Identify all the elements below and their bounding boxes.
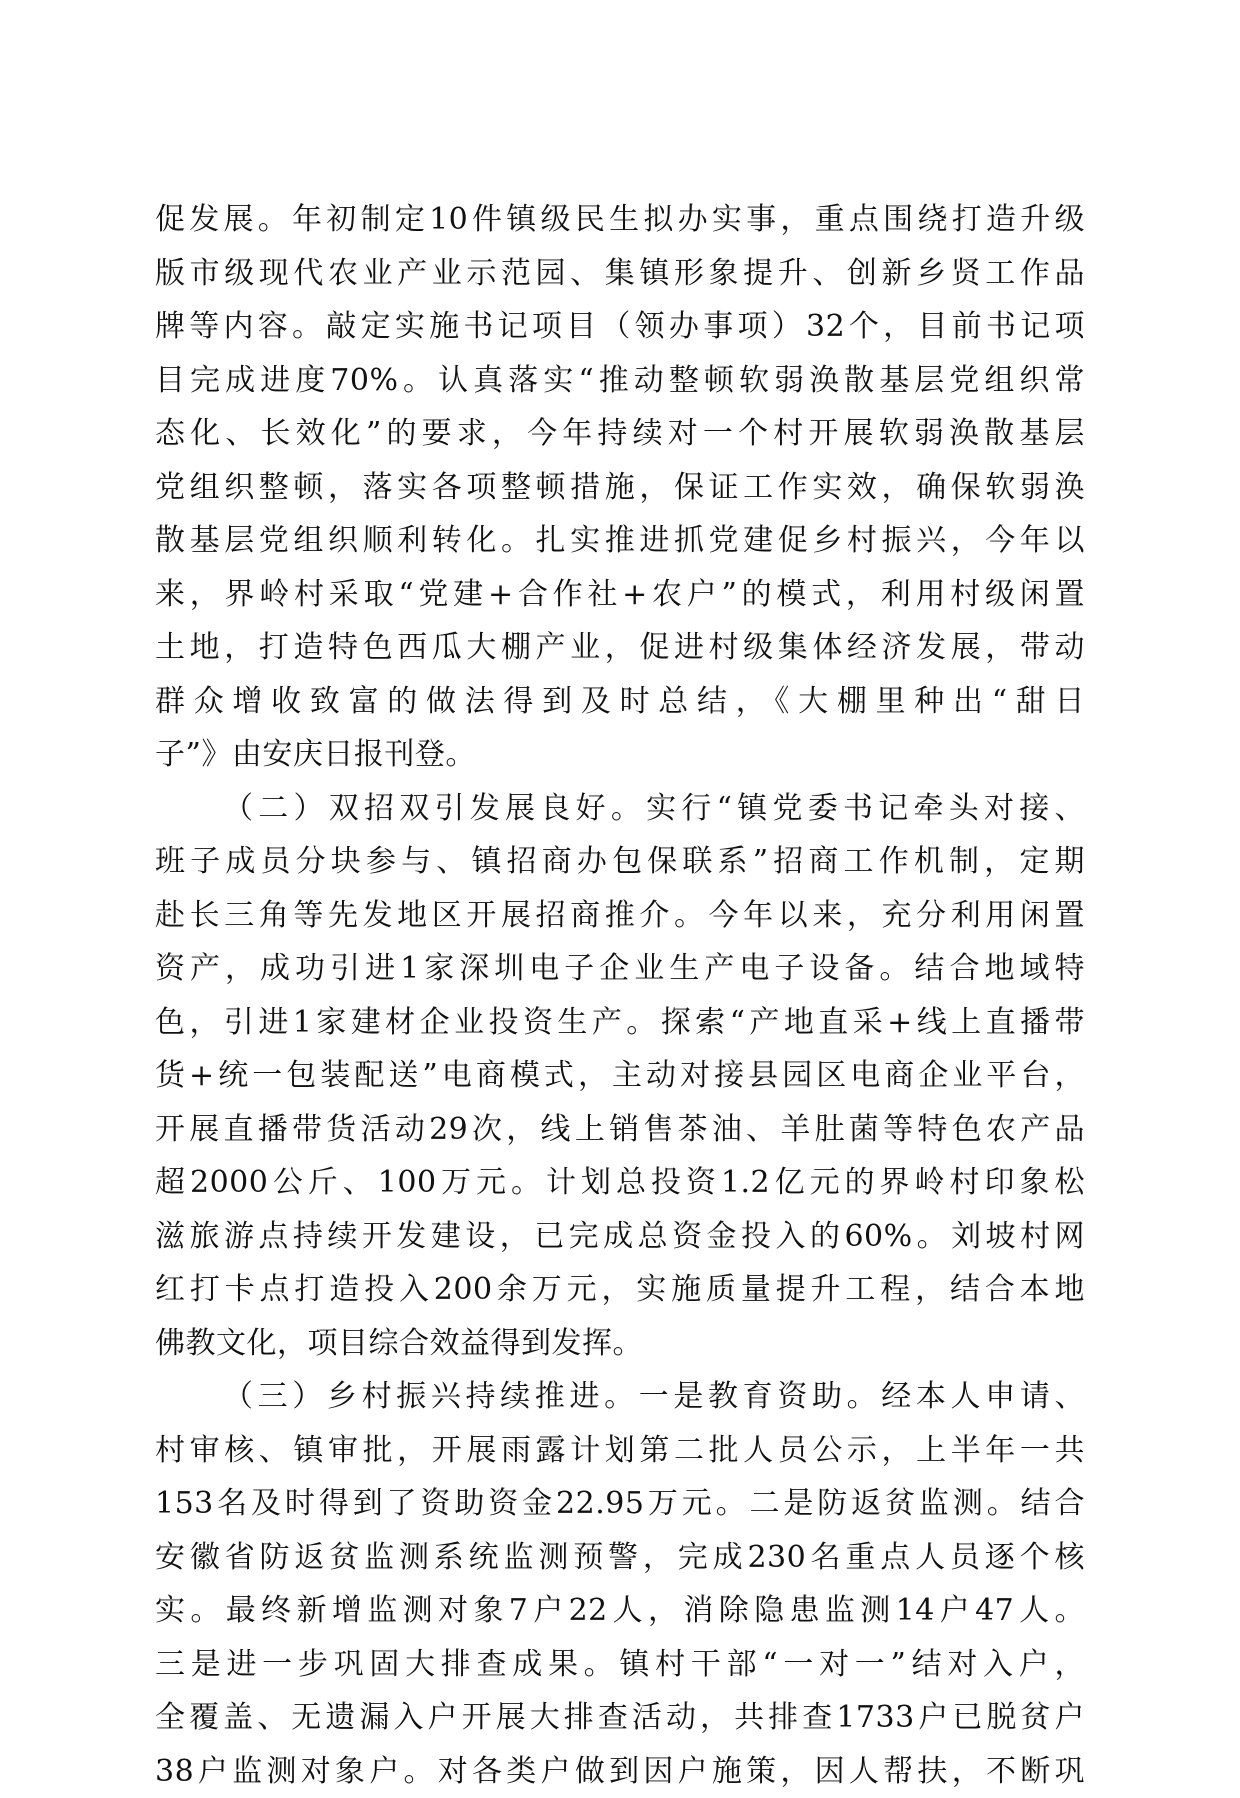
p3-line-7: 全覆盖、无遗漏入户开展大排查活动，共排查1733户已脱贫户 (155, 1691, 1085, 1745)
p1-line-8: 来，界岭村采取“党建+合作社+农户”的模式，利用村级闲置 (155, 568, 1085, 622)
p2-line-7: 开展直播带货活动29次，线上销售茶油、羊肚菌等特色农产品 (155, 1103, 1085, 1157)
p2-line-4: 资产，成功引进1家深圳电子企业生产电子设备。结合地域特 (155, 942, 1085, 996)
p2-line-9: 滋旅游点持续开发建设，已完成总资金投入的60%。刘坡村网 (155, 1210, 1085, 1264)
p3-line-6: 三是进一步巩固大排查成果。镇村干部“一对一”结对入户， (155, 1638, 1085, 1692)
p3-line-4: 安徽省防返贫监测系统监测预警，完成230名重点人员逐个核 (155, 1531, 1085, 1585)
section-heading-3: （三）乡村振兴持续推进。 (223, 1379, 639, 1414)
p2-line-10: 红打卡点打造投入200余万元，实施质量提升工程，结合本地 (155, 1263, 1085, 1317)
p1-line-5: 态化、长效化”的要求，今年持续对一个村开展软弱涣散基层 (155, 407, 1085, 461)
p1-line-11: 子”》由安庆日报刊登。 (155, 728, 1085, 782)
p2-line-6: 货+统一包装配送”电商模式，主动对接县园区电商企业平台， (155, 1049, 1085, 1103)
p1-line-3: 牌等内容。敲定实施书记项目（领办事项）32个，目前书记项 (155, 300, 1085, 354)
p1-line-1: 促发展。年初制定10件镇级民生拟办实事，重点围绕打造升级 (155, 193, 1085, 247)
p3-first-line-rest: 一是教育资助。经本人申请、 (639, 1379, 1085, 1414)
p3-line-5: 实。最终新增监测对象7户22人，消除隐患监测14户47人。 (155, 1584, 1085, 1638)
p2-first-line-rest: 实行“镇党委书记牵头对接、 (646, 791, 1085, 826)
body-text (155, 193, 1085, 1798)
p3-line-3: 153名及时得到了资助资金22.95万元。二是防返贫监测。结合 (155, 1477, 1085, 1531)
p2-line-3: 赴长三角等先发地区开展招商推介。今年以来，充分利用闲置 (155, 889, 1085, 943)
p1-line-4: 目完成进度70%。认真落实“推动整顿软弱涣散基层党组织常 (155, 354, 1085, 408)
p2-line-8: 超2000公斤、100万元。计划总投资1.2亿元的界岭村印象松 (155, 1156, 1085, 1210)
p3-line-8: 38户监测对象户。对各类户做到因户施策，因人帮扶，不断巩 (155, 1745, 1085, 1798)
p2-line-2: 班子成员分块参与、镇招商办包保联系”招商工作机制，定期 (155, 835, 1085, 889)
p1-line-9: 土地，打造特色西瓜大棚产业，促进村级集体经济发展，带动 (155, 621, 1085, 675)
p2-line-5: 色，引进1家建材企业投资生产。探索“产地直采+线上直播带 (155, 996, 1085, 1050)
p1-line-7: 散基层党组织顺利转化。扎实推进抓党建促乡村振兴，今年以 (155, 514, 1085, 568)
section-heading-2: （二）双招双引发展良好。 (223, 791, 646, 826)
p1-line-6: 党组织整顿，落实各项整顿措施，保证工作实效，确保软弱涣 (155, 461, 1085, 515)
p3-first-line (155, 1370, 1085, 1424)
p2-first-line (155, 782, 1085, 836)
p1-line-10: 群众增收致富的做法得到及时总结，《大棚里种出“甜日 (155, 675, 1085, 729)
p3-line-2: 村审核、镇审批，开展雨露计划第二批人员公示，上半年一共 (155, 1424, 1085, 1478)
p1-line-2: 版市级现代农业产业示范园、集镇形象提升、创新乡贤工作品 (155, 247, 1085, 301)
p2-line-11: 佛教文化，项目综合效益得到发挥。 (155, 1317, 1085, 1371)
